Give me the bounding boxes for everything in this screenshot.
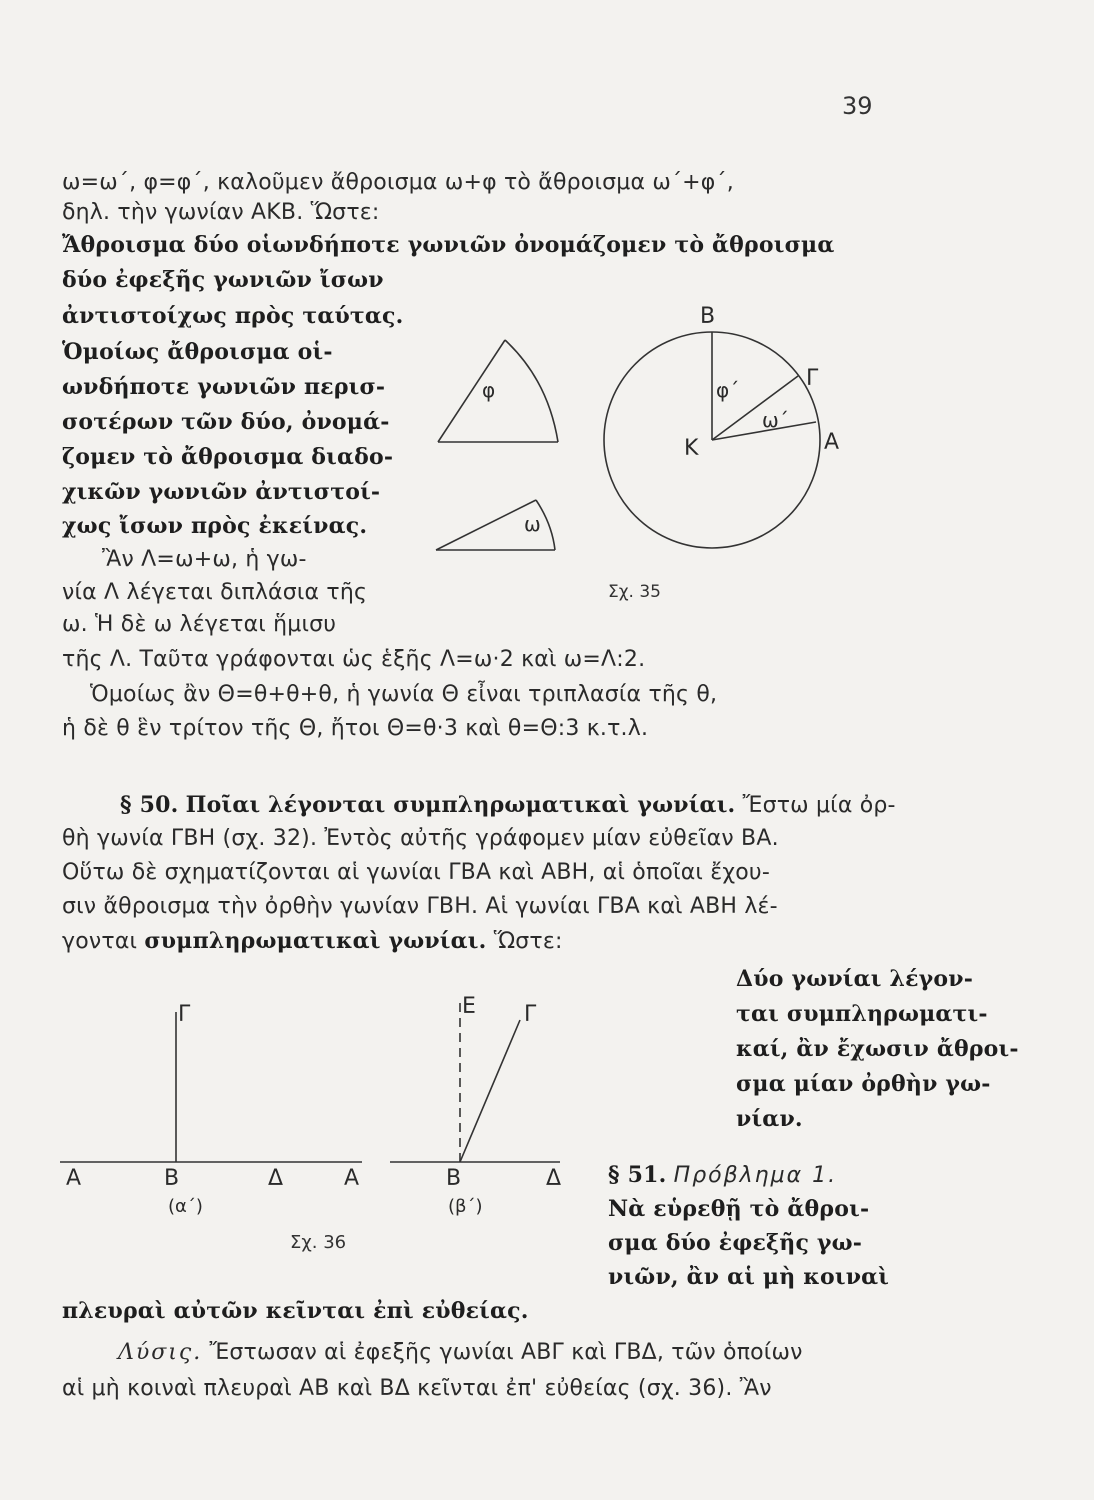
section50-title: Ποῖαι λέγονται συμπληρωματικαὶ γωνίαι.: [185, 792, 736, 818]
fig36b-label-A: Α: [344, 1166, 360, 1191]
def-sum-line-9: χως ἴσων πρὸς ἐκείνας.: [62, 513, 368, 539]
fig36b-label-B: Β: [446, 1166, 462, 1191]
def-sum-line-3: ἀντιστοίχως πρὸς ταύτας.: [62, 303, 404, 329]
intro-line-1: ω=ω΄, φ=φ΄, καλοῦμεν ἄθροισμα ω+φ τὸ ἄθροισμα ω΄+φ΄,: [62, 170, 734, 195]
double-line-1: Ἂν Λ=ω+ω, ἡ γω-: [102, 547, 307, 572]
double-line-4: τῆς Λ. Ταῦτα γράφονται ὡς ἑξῆς Λ=ω·2 καὶ ω=Λ:2.: [62, 647, 646, 672]
solution-line-2: αἱ μὴ κοιναὶ πλευραὶ ΑΒ καὶ ΒΔ κεῖνται ἐπ' εὐθείας (σχ. 36). Ἂν: [62, 1376, 772, 1401]
solution-line1-rest: Ἔστωσαν αἱ ἐφεξῆς γωνίαι ΑΒΓ καὶ ΓΒΔ, τῶν ὁποίων: [209, 1340, 803, 1365]
fig36b-oblique: [460, 1020, 520, 1162]
double-line-3: ω. Ἡ δὲ ω λέγεται ἥμισυ: [62, 612, 337, 637]
fig35-label-omega: ω: [524, 512, 541, 536]
page-number: 39: [842, 92, 873, 120]
section51-line-1: [608, 1162, 837, 1188]
figure-36: [60, 970, 580, 1170]
fig36-caption: Σχ. 36: [290, 1232, 347, 1253]
section50-line1-rest: Ἔστω μία ὀρ-: [742, 793, 896, 818]
def-sum-line-6: σοτέρων τῶν δύο, ὀνομά-: [62, 409, 390, 435]
fig36b-label-E: Ε: [462, 994, 476, 1019]
section51-line-4: νιῶν, ἂν αἱ μὴ κοιναὶ: [608, 1264, 890, 1290]
figure-35: [420, 310, 860, 610]
section50-line5-b: συμπληρωματικαὶ γωνίαι.: [144, 928, 487, 954]
section51-line-2: Νὰ εὑρεθῇ τὸ ἄθροι-: [608, 1196, 870, 1222]
section50-number: § 50.: [120, 792, 179, 818]
def-sum-line-4: Ὁμοίως ἄθροισμα οἱ-: [62, 339, 333, 365]
fig35-label-G: Γ: [806, 366, 819, 391]
double-line-2: νία Λ λέγεται διπλάσια τῆς: [62, 580, 368, 605]
fig35-label-B: Β: [700, 304, 716, 329]
section50-line-3: Οὕτω δὲ σχηματίζονται αἱ γωνίαι ΓΒΑ καὶ ΑΒΗ, αἱ ὁποῖαι ἔχου-: [62, 860, 770, 885]
section50-line-4: σιν ἄθροισμα τὴν ὀρθὴν γωνίαν ΓΒΗ. Αἱ γωνίαι ΓΒΑ καὶ ΑΒΗ λέ-: [62, 894, 778, 919]
section51-number: § 51.: [608, 1162, 667, 1188]
fig35-label-K: Κ: [684, 436, 699, 461]
section51-line-3: σμα δύο ἐφεξῆς γω-: [608, 1230, 863, 1256]
def-sum-line-2: δύο ἐφεξῆς γωνιῶν ἴσων: [62, 267, 384, 293]
section51-line-5: πλευραὶ αὐτῶν κεῖνται ἐπὶ εὐθείας.: [62, 1298, 529, 1324]
solution-label: Λύσις.: [118, 1340, 203, 1365]
section50-line-1: [120, 792, 896, 818]
section50-line5-c: Ὥστε:: [493, 929, 563, 954]
fig36b-caption: (β΄): [448, 1196, 483, 1217]
fig36a-caption: (α΄): [168, 1196, 203, 1217]
fig36a-label-A: Α: [66, 1166, 82, 1191]
def-compl-line-5: νίαν.: [736, 1106, 803, 1132]
section50-line-5: [62, 928, 563, 954]
section50-line5-a: γονται: [62, 929, 138, 954]
fig36b-label-G: Γ: [524, 1002, 537, 1027]
fig36a-label-G: Γ: [178, 1002, 191, 1027]
intro-line-2: δηλ. τὴν γωνίαν ΑΚΒ. Ὥστε:: [62, 200, 380, 225]
fig36a-label-B: Β: [164, 1166, 180, 1191]
fig35-omega-side-2: [436, 500, 536, 550]
def-sum-line-5: ωνδήποτε γωνιῶν περισ-: [62, 374, 386, 400]
def-compl-line-3: καί, ἂν ἔχωσιν ἄθροι-: [736, 1036, 1019, 1062]
double-line-5: Ὁμοίως ἂν Θ=θ+θ+θ, ἡ γωνία Θ εἶναι τριπλασία τῆς θ,: [90, 682, 718, 707]
section51-problem: Πρόβλημα 1.: [673, 1163, 838, 1188]
section50-line-2: θὴ γωνία ΓΒΗ (σχ. 32). Ἐντὸς αὐτῆς γράφομεν μίαν εὐθεῖαν ΒΑ.: [62, 826, 779, 851]
def-compl-line-1: Δύο γωνίαι λέγον-: [736, 966, 974, 992]
fig36a-label-D: Δ: [268, 1166, 284, 1191]
fig35-label-A: Α: [824, 430, 840, 455]
def-sum-line-1: Ἄθροισμα δύο οἱωνδήποτε γωνιῶν ὀνομάζομεν τὸ ἄθροισμα: [62, 232, 835, 258]
fig35-phi-arc: [505, 340, 558, 442]
fig35-label-phi: φ: [482, 378, 496, 402]
def-sum-line-8: χικῶν γωνιῶν ἀντιστοί-: [62, 479, 381, 505]
def-sum-line-7: ζομεν τὸ ἄθροισμα διαδο-: [62, 444, 394, 470]
solution-line-1: [118, 1340, 803, 1365]
def-compl-line-2: ται συμπληρωματι-: [736, 1001, 988, 1027]
def-compl-line-4: σμα μίαν ὀρθὴν γω-: [736, 1071, 991, 1097]
fig35-label-phi-prime: φ΄: [716, 378, 740, 402]
fig35-label-omega-prime: ω΄: [762, 408, 789, 432]
fig36b-label-D: Δ: [546, 1166, 562, 1191]
fig35-caption: Σχ. 35: [608, 582, 662, 602]
double-line-6: ἡ δὲ θ ἓν τρίτον τῆς Θ, ἤτοι Θ=θ·3 καὶ θ=Θ:3 κ.τ.λ.: [62, 716, 649, 741]
